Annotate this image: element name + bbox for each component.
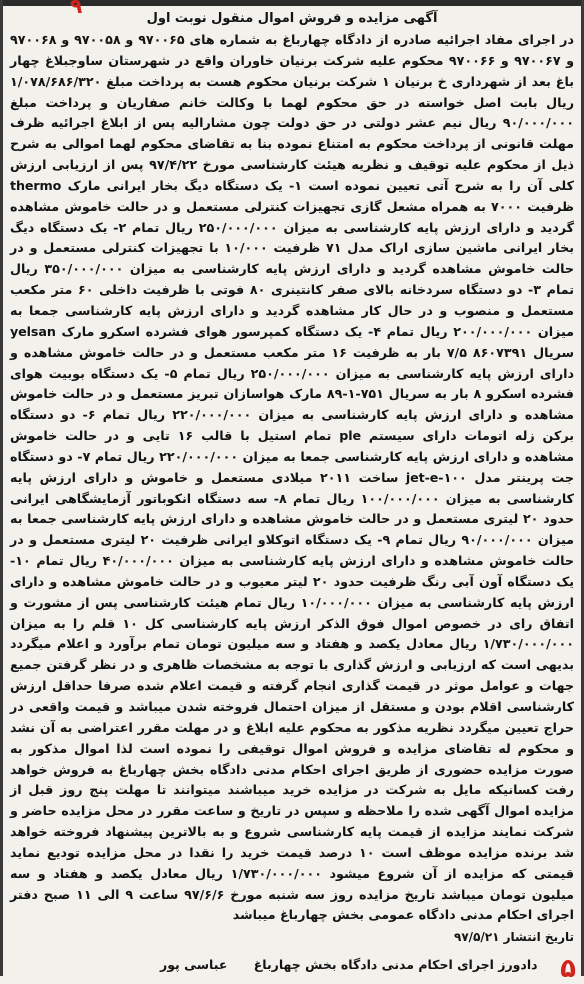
notice-body: در اجرای مفاد اجرائیه صادره از دادگاه چهارباغ به شماره های ۹۷۰۰۶۵ و ۹۷۰۰۵۸ و ۹۷۰۰۶۸ و ۹۷۰۰۶۷ و ۹۷۰۰۶۶ محکوم علیه شرکت برنیان خاوران واقع در شهرستان ساوجبلاغ چهار باغ بعد از شهرداری خ برنیان ۱ شرکت برنیان محکوم هست به پرداخت مبلغ ۱/۰۷۸/۶۸۶/۳۲۰ ریال بابت اصل خواسته در حق محکوم لهما با وکالت خانم صفاریان و پرداخت مبلغ ۹۰/۰۰۰/۰۰۰ ریال نیم عشر دولتی در حق دولت چون مشارالیه پس از ابلاغ اجرائیه ظرف مهلت قانونی از پرداخت محکوم به امتناع نموده بنا به تقاضای محکوم لهما اموالی به شرح ذیل از محکوم علیه توقیف و نظریه هیئت کارشناسی مورخ ۹۷/۴/۲۲ پس از ارزیابی ارزش کلی آن را به شرح آتی تعیین نموده است ۱- یک دستگاه دیگ بخار ایرانی مارک thermo ظرفیت ۷۰۰۰ به همراه مشعل گازی تجهیزات کنترلی مستعمل و در حالت خاموش مشاهده گردید و دارای ارزش پایه کارشناسی به میزان ۲۵۰/۰۰۰/۰۰۰ ریال تمام ۲- یک دستگاه دیگ بخار ایرانی ماشین سازی اراک مدل ۷۱ ظرفیت ۱۰/۰۰۰ با تجهیزات کنترلی مستعمل و در حالت خاموش مشاهده گردید و دارای ارزش پایه کارشناسی به میزان ۳۵۰/۰۰۰/۰۰۰ ریال تمام ۳- دو دستگاه سردخانه بالای صفر کانتینری ۸۰ فوتی با ظرفیت داخلی ۶۰ متر مکعب مستعمل و منصوب و در حال کار مشاهده گردید و دارای ارزش پایه کارشناسی جمعا به میزان ۲۰۰/۰۰۰/۰۰۰ ریال تمام ۴- یک دستگاه کمپرسور هوای فشرده اسکرو مارک yelsan سریال ۸۶۰۷۳۹۱ ۷/۵ بار به ظرفیت ۱۶ متر مکعب مستعمل و در حالت خاموش مشاهده و دارای ارزش پایه کارشناسی به میزان ۲۵۰/۰۰۰/۰۰۰ ریال تمام ۵- یک دستگاه بوبیت هوای فشرده اسکرو ۸ بار به سریال ۷۵۱-۱-۸۹ مارک هواسازان تبریز مستعمل و در حالت خاموش مشاهده و دارای ارزش پایه کارشناسی به میزان ۲۲۰/۰۰۰/۰۰۰ ریال تمام ۶- دو دستگاه برکن زله اتومات دارای سیستم ple تمام استیل با قالب ۱۶ تایی و در حالت خاموش مشاهده و دارای ارزش پایه کارشناسی جمعا به میزان ۲۲۰/۰۰۰/۰۰۰ ریال تمام ۷- دو دستگاه جت پرینتر مدل ۱۰۰-jet-e ساخت ۲۰۱۱ میلادی مستعمل و خاموش و دارای ارزش پایه کارشناسی به میزان ۱۰۰/۰۰۰/۰۰۰ ریال تمام ۸- سه دستگاه انکوباتور آزمایشگاهی ایرانی حدود ۲۰ لیتری مستعمل و در حالت خاموش مشاهده و دارای ارزش پایه کارشناسی جمعا به میزان ۹۰/۰۰۰/۰۰۰ ریال تمام ۹- یک دستگاه اتوکلاو ایرانی ظرفیت ۲۰ لیتری مستعمل و در حالت خاموش مشاهده و دارای ارزش پایه کارشناسی به میزان ۴۰/۰۰۰/۰۰۰ ریال تمام ۱۰- یک دستگاه آون آبی رنگ ظرفیت حدود ۲۰ لیتر معیوب و در حالت خاموش مشاهده و دارای ارزش پایه کارشناسی به میزان ۱۰/۰۰۰/۰۰۰ ریال تمام هیئت کارشناسی پس از مشورت و اتفاق رای در خصوص اموال فوق الذکر ارزش پایه کارشناسی کل ۱۰ قلم را به میزان ۱/۷۳۰/۰۰۰/۰۰۰ ریال معادل یکصد و هفتاد و سه میلیون تومان تمام برآورد و اعلام میگردد بدیهی است که ارزیابی و ارزش گذاری با توجه به مشخصات ظاهری و در نظر گرفتن جمیع جهات و عوامل موثر در قیمت گذاری انجام گرفته و قیمت اعلام شده صرفا حداقل ارزش کارشناسی اقلام بودن و مستقل از میزان احتمال فروخته شدن میباشد و قیمت واقعی در حراج تعیین میگردد نظریه مذکور به محکوم علیه ابلاغ و در مهلت مقرر اعتراضی به آن نشد و محکوم له تقاضای مزایده و فروش اموال توقیفی را نموده است لذا اموال مذکور به صورت مزایده حضوری از طریق اجرای احکام مدنی دادگاه بخش چهارباغ به فروش خواهد رفت کسانیکه مایل به شرکت در مزایده خرید میباشند میتوانند تا مهلت پنج روز قبل از مزایده اموال آگهی شده را ملاحظه و سپس در تاریخ و ساعت مقرر در محل مزایده حاضر و شرکت نمایند مزایده از قیمت پایه کارشناسی شروع و به بالاترین پیشنهاد فروخته خواهد شد برنده مزایده موظف است ۱۰ درصد قیمت خرید را نقدا در محل مزایده تودیع نماید قیمتی که مزایده از آن شروع میشود ۱/۷۳۰/۰۰۰/۰۰۰ ریال معادل یکصد و هفتاد و سه میلیون تومان میباشد تاریخ مزایده روز سه شنبه مورخ ۹۷/۶/۶ ساعت ۹ الی ۱۱ صبح دفتر اجرای احکام مدنی دادگاه عمومی بخش چهارباغ میباشد <box>10 32 575 923</box>
scan-edge-left <box>0 0 3 976</box>
signature-block <box>10 956 574 974</box>
publish-date: تاریخ انتشار ۹۷/۵/۲۱ <box>454 930 574 945</box>
auction-notice <box>10 10 575 973</box>
red-handwritten-mark-top: ۹ <box>70 0 83 18</box>
red-handwritten-mark-bottom: ۵ <box>560 954 576 984</box>
signature-name: عباسی پور <box>160 957 228 973</box>
scan-edge-top <box>0 0 584 6</box>
notice-title: آگهی مزایده و فروش اموال منقول نوبت اول <box>146 11 438 26</box>
signature-office: دادورز اجرای احکام مدنی دادگاه بخش چهارباغ <box>253 957 538 973</box>
